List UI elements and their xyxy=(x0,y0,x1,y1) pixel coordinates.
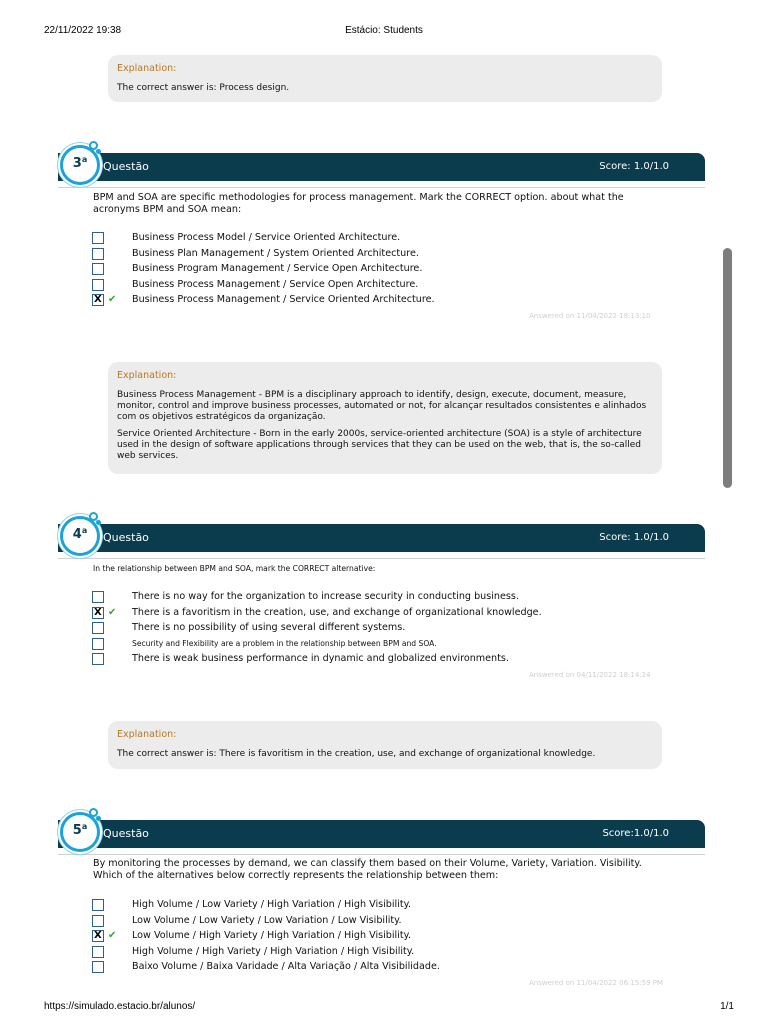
option-text: There is no possibility of using several different systems. xyxy=(132,622,406,633)
answered-timestamp: Answered on 11/04/2022 18:13:10 xyxy=(529,312,651,320)
option-text: Business Process Management / Service Open Architecture. xyxy=(132,278,419,290)
question-label: Questão xyxy=(103,531,149,544)
question-ordinal: a xyxy=(81,822,88,831)
option-text: High Volume / Low Variety / High Variation / High Visibility. xyxy=(132,899,412,910)
option-checkbox[interactable] xyxy=(92,279,104,291)
option-checkbox[interactable] xyxy=(92,653,104,665)
option-checkbox[interactable] xyxy=(92,638,104,650)
question-number-badge xyxy=(60,145,100,185)
print-footer xyxy=(0,1001,768,1015)
option-text: Baixo Volume / Baixa Varidade / Alta Variação / Alta Visibilidade. xyxy=(132,961,440,972)
question-4-options xyxy=(92,590,672,668)
explanation-panel-q2 xyxy=(108,55,662,102)
question-3-options xyxy=(92,231,672,309)
divider xyxy=(58,558,705,559)
option-item[interactable] xyxy=(92,231,672,247)
question-4-header xyxy=(58,524,705,566)
divider xyxy=(58,187,705,188)
divider xyxy=(58,854,705,855)
question-number: 3 xyxy=(72,156,82,171)
option-checkbox[interactable] xyxy=(92,961,104,973)
badge-decoration-dot xyxy=(96,149,101,154)
option-checkbox[interactable] xyxy=(92,946,104,958)
question-4-text: In the relationship between BPM and SOA, mark the CORRECT alternative: xyxy=(93,564,376,573)
option-item[interactable] xyxy=(92,652,672,668)
option-checkbox[interactable] xyxy=(92,899,104,911)
correct-check-icon: ✔ xyxy=(108,930,117,941)
question-5-header xyxy=(58,820,705,862)
question-3-header xyxy=(58,153,705,195)
question-label: Questão xyxy=(103,160,149,173)
question-number-badge xyxy=(60,516,100,556)
explanation-text: Service Oriented Architecture - Born in the early 2000s, service-oriented architecture (SOA) is a style of architecture used in the design of software applications through services that they can be used on the web, that is, the so-called web services. xyxy=(117,429,642,461)
option-item[interactable] xyxy=(92,929,672,945)
badge-decoration-dot xyxy=(96,520,101,525)
explanation-panel-q3 xyxy=(108,362,662,474)
option-text: Low Volume / High Variety / High Variation / High Visibility. xyxy=(132,930,412,941)
option-item[interactable] xyxy=(92,898,672,914)
option-item[interactable] xyxy=(92,590,672,606)
option-checkbox[interactable] xyxy=(92,248,104,260)
option-text: Low Volume / Low Variety / Low Variation / Low Visibility. xyxy=(132,914,402,926)
option-item[interactable] xyxy=(92,606,672,622)
option-item[interactable] xyxy=(92,945,672,961)
question-number: 5 xyxy=(72,823,82,838)
explanation-label: Explanation: xyxy=(117,370,177,381)
option-item[interactable] xyxy=(92,621,672,637)
option-checkbox-checked[interactable] xyxy=(92,930,104,942)
explanation-label: Explanation: xyxy=(117,63,177,74)
question-ordinal: a xyxy=(81,155,88,164)
print-page-title: Estácio: Students xyxy=(345,25,423,36)
question-label: Questão xyxy=(103,827,149,840)
option-text: Business Plan Management / System Oriented Architecture. xyxy=(132,247,419,259)
question-5-options xyxy=(92,898,672,976)
explanation-panel-q4 xyxy=(108,721,662,769)
question-3-text: BPM and SOA are specific methodologies for process management. Mark the CORRECT option. about what the acronyms BPM and SOA mean: xyxy=(93,192,624,215)
option-item[interactable] xyxy=(92,960,672,976)
print-datetime: 22/11/2022 19:38 xyxy=(44,25,122,36)
question-score: Score: 1.0/1.0 xyxy=(599,532,669,543)
option-text: Business Program Management / Service Open Architecture. xyxy=(132,263,423,274)
explanation-label: Explanation: xyxy=(117,729,177,740)
option-text: Business Process Model / Service Oriented Architecture. xyxy=(132,232,401,243)
vertical-scrollbar[interactable] xyxy=(723,248,732,488)
option-item[interactable] xyxy=(92,278,672,294)
correct-check-icon: ✔ xyxy=(108,606,117,618)
option-checkbox[interactable] xyxy=(92,591,104,603)
option-item[interactable] xyxy=(92,637,672,653)
option-item[interactable] xyxy=(92,293,672,309)
option-text: There is no way for the organization to increase security in conducting business. xyxy=(132,591,519,602)
answered-timestamp: Answered on 11/04/2022 06:15:59 PM xyxy=(529,979,664,987)
question-number: 4 xyxy=(72,527,82,542)
answered-timestamp: Answered on 04/11/2022 18:14:24 xyxy=(529,671,651,679)
option-checkbox[interactable] xyxy=(92,915,104,927)
option-text: There is weak business performance in dynamic and globalized environments. xyxy=(132,653,509,664)
print-url: https://simulado.estacio.br/alunos/ xyxy=(44,1001,196,1012)
option-text: High Volume / High Variety / High Variation / High Visibility. xyxy=(132,945,415,957)
question-ordinal: a xyxy=(81,526,88,535)
option-checkbox-checked[interactable] xyxy=(92,607,104,619)
question-number-badge xyxy=(60,812,100,852)
explanation-text: Business Process Management - BPM is a disciplinary approach to identify, design, execute, document, measure, monitor, control and improve business processes, automated or not, for alcançar resultados consistentes e alinhados com os objetivos estratégicos da organização. xyxy=(117,390,647,422)
question-5-text: By monitoring the processes by demand, we can classify them based on their Volume, Variety, Variation. Visibility. Which of the alternatives below correctly represents the relationship between them: xyxy=(93,858,642,881)
print-page-number: 1/1 xyxy=(720,1001,734,1012)
badge-decoration-dot xyxy=(96,816,101,821)
correct-check-icon: ✔ xyxy=(108,294,117,305)
option-checkbox[interactable] xyxy=(92,263,104,275)
option-item[interactable] xyxy=(92,247,672,263)
option-checkbox-checked[interactable] xyxy=(92,294,104,306)
explanation-text: The correct answer is: There is favoritism in the creation, use, and exchange of organizational knowledge. xyxy=(117,749,596,759)
option-checkbox[interactable] xyxy=(92,622,104,634)
option-item[interactable] xyxy=(92,914,672,930)
print-header xyxy=(0,25,768,39)
question-score: Score:1.0/1.0 xyxy=(602,828,669,839)
option-text: There is a favoritism in the creation, use, and exchange of organizational knowledge. xyxy=(132,606,542,618)
option-item[interactable] xyxy=(92,262,672,278)
option-text: Security and Flexibility are a problem in the relationship between BPM and SOA. xyxy=(132,638,437,648)
explanation-text: The correct answer is: Process design. xyxy=(117,83,290,93)
option-text: Business Process Management / Service Oriented Architecture. xyxy=(132,294,435,305)
option-checkbox[interactable] xyxy=(92,232,104,244)
question-score: Score: 1.0/1.0 xyxy=(599,161,669,172)
